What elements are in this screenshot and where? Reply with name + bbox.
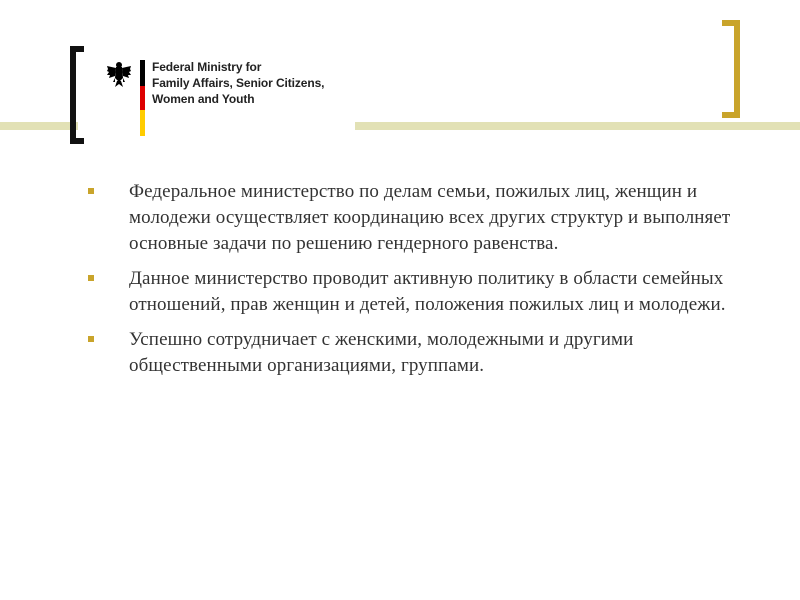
square-bullet-icon bbox=[88, 275, 94, 281]
german-flag-stripe bbox=[140, 60, 145, 136]
federal-eagle-icon bbox=[106, 60, 132, 88]
right-bracket bbox=[722, 20, 740, 118]
bullet-list bbox=[88, 179, 768, 388]
bullet-item bbox=[88, 327, 768, 379]
decorative-band-right bbox=[355, 122, 800, 130]
square-bullet-icon bbox=[88, 336, 94, 342]
bullet-item bbox=[88, 179, 768, 257]
decorative-band-left bbox=[0, 122, 78, 130]
ministry-name-line-2: Family Affairs, Senior Citizens, bbox=[152, 76, 325, 90]
ministry-name-line-1: Federal Ministry for bbox=[152, 60, 262, 74]
bullet-text: Успешно сотрудничает с женскими, молодежными и другими общественными организациями, группами. bbox=[129, 329, 634, 376]
ministry-name bbox=[152, 59, 324, 107]
bullet-text: Федеральное министерство по делам семьи, пожилых лиц, женщин и молодежи осуществляет координацию всех других структур и выполняет основные задачи по решению гендерного равенства. bbox=[129, 181, 731, 254]
bullet-text: Данное министерство проводит активную политику в области семейных отношений, прав женщин и детей, положения пожилых лиц и молодежи. bbox=[129, 268, 726, 315]
left-bracket bbox=[70, 46, 84, 144]
bullet-item bbox=[88, 266, 768, 318]
square-bullet-icon bbox=[88, 188, 94, 194]
ministry-name-line-3: Women and Youth bbox=[152, 92, 255, 106]
